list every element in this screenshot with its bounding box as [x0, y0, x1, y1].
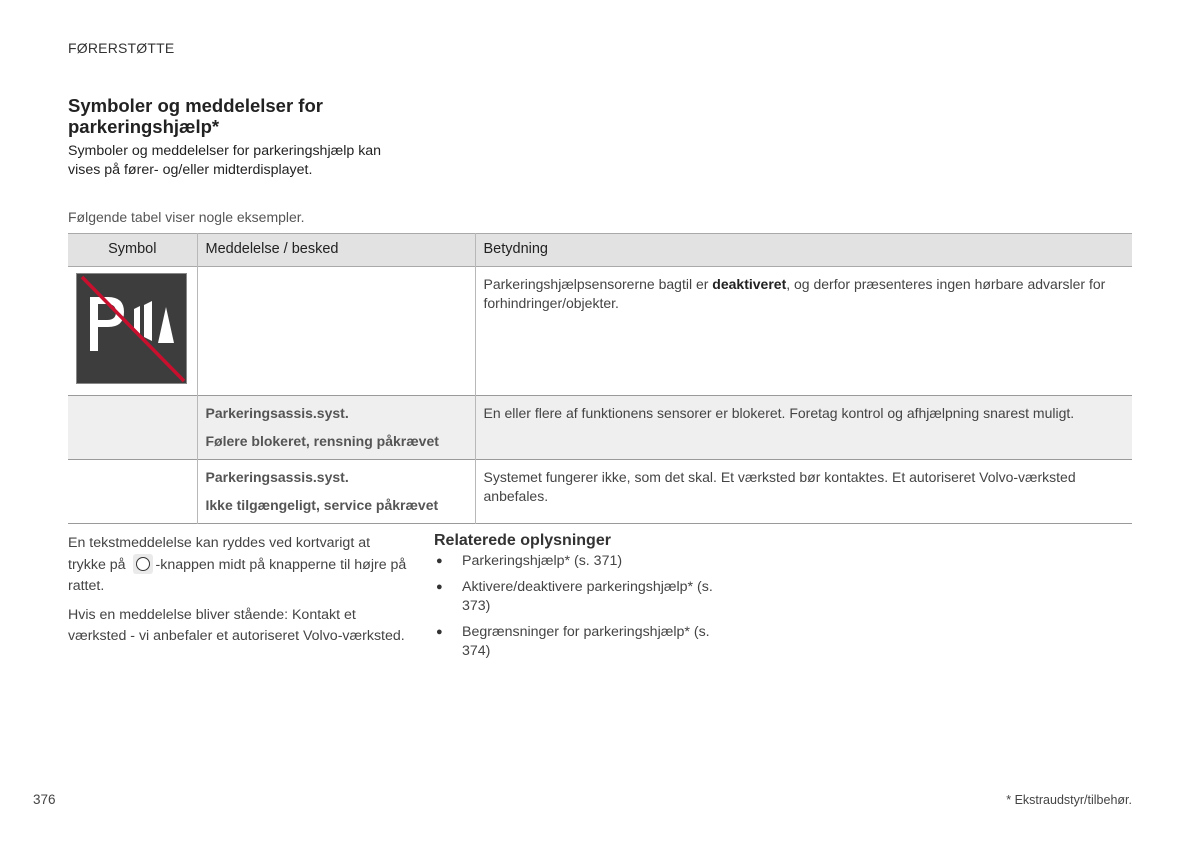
meaning-text-post: , og derfor præsenteres ingen hørbare advarsler for forhindringer/objekter.: [483, 276, 1106, 311]
related-link[interactable]: [434, 552, 854, 571]
page-number: 376: [33, 792, 56, 807]
table-row: [68, 267, 1132, 396]
related-link[interactable]: [434, 623, 854, 661]
message-cell: [197, 396, 475, 460]
message-line-2: Ikke tilgængeligt, service påkrævet: [205, 497, 439, 513]
bullet-icon: ●: [436, 555, 443, 567]
related-link[interactable]: [434, 578, 854, 616]
section-header: FØRERSTØTTE: [68, 40, 175, 56]
clear-message-text-after: -knappen midt på knapperne til højre på rattet.: [68, 557, 407, 594]
meaning-text-pre: Parkeringshjælpsensorerne bagtil er: [483, 276, 713, 292]
related-link-text: Parkeringshjælp* (s. 371): [462, 553, 623, 569]
persistent-message-paragraph: Hvis en meddelelse bliver stående: Kontakt et værksted - vi anbefaler et autoriseret Volvo-værksted.: [68, 607, 405, 644]
intro-text: Symboler og meddelelser for parkeringshjælp kan vises på fører- og/eller midterdisplayet.: [68, 143, 382, 178]
related-info-list: [434, 552, 854, 661]
meaning-cell: Systemet fungerer ikke, som det skal. Et værksted bør kontaktes. Et autoriseret Volvo-værksted anbefales.: [475, 460, 1132, 524]
bullet-icon: ●: [436, 626, 443, 638]
clear-message-paragraph: [68, 533, 408, 597]
related-link-text: Begrænsninger for parkeringshjælp* (s. 374): [462, 624, 710, 659]
column-header-message: Meddelelse / besked: [197, 234, 475, 267]
symbols-table: [68, 233, 1132, 524]
symbol-cell: [68, 267, 197, 396]
footnote: * Ekstraudstyr/tilbehør.: [1006, 793, 1132, 807]
column-header-meaning: Betydning: [475, 234, 1132, 267]
clear-message-text: [68, 533, 408, 647]
column-header-symbol: Symbol: [108, 241, 157, 257]
message-line-1: Parkeringsassis.syst.: [205, 405, 349, 421]
table-row: [68, 460, 1132, 524]
table-caption: Følgende tabel viser nogle eksempler.: [68, 209, 305, 225]
parking-sensors-off-icon: [76, 273, 187, 384]
symbol-cell: [68, 460, 197, 524]
message-cell: [197, 460, 475, 524]
meaning-cell: [475, 267, 1132, 396]
message-cell: [197, 267, 475, 396]
bullet-icon: ●: [436, 581, 443, 593]
steering-wheel-button-icon: [133, 554, 153, 574]
related-info-title: Relaterede oplysninger: [434, 532, 611, 549]
meaning-cell: En eller flere af funktionens sensorer er blokeret. Foretag kontrol og afhjælpning snarest muligt.: [475, 396, 1132, 460]
clear-message-text-before: En tekstmeddelelse kan ryddes ved kortvarigt at trykke på: [68, 535, 371, 573]
table-header-row: [68, 234, 1132, 267]
related-info: [434, 532, 854, 668]
page-title: Symboler og meddelelser for parkeringshjælp*: [68, 95, 323, 137]
symbol-cell: [68, 396, 197, 460]
related-link-text: Aktivere/deaktivere parkeringshjælp* (s. 373): [462, 579, 713, 614]
message-line-2: Følere blokeret, rensning påkrævet: [205, 433, 439, 449]
message-line-1: Parkeringsassis.syst.: [205, 469, 349, 485]
table-row: [68, 396, 1132, 460]
meaning-text-bold: deaktiveret: [712, 276, 787, 292]
